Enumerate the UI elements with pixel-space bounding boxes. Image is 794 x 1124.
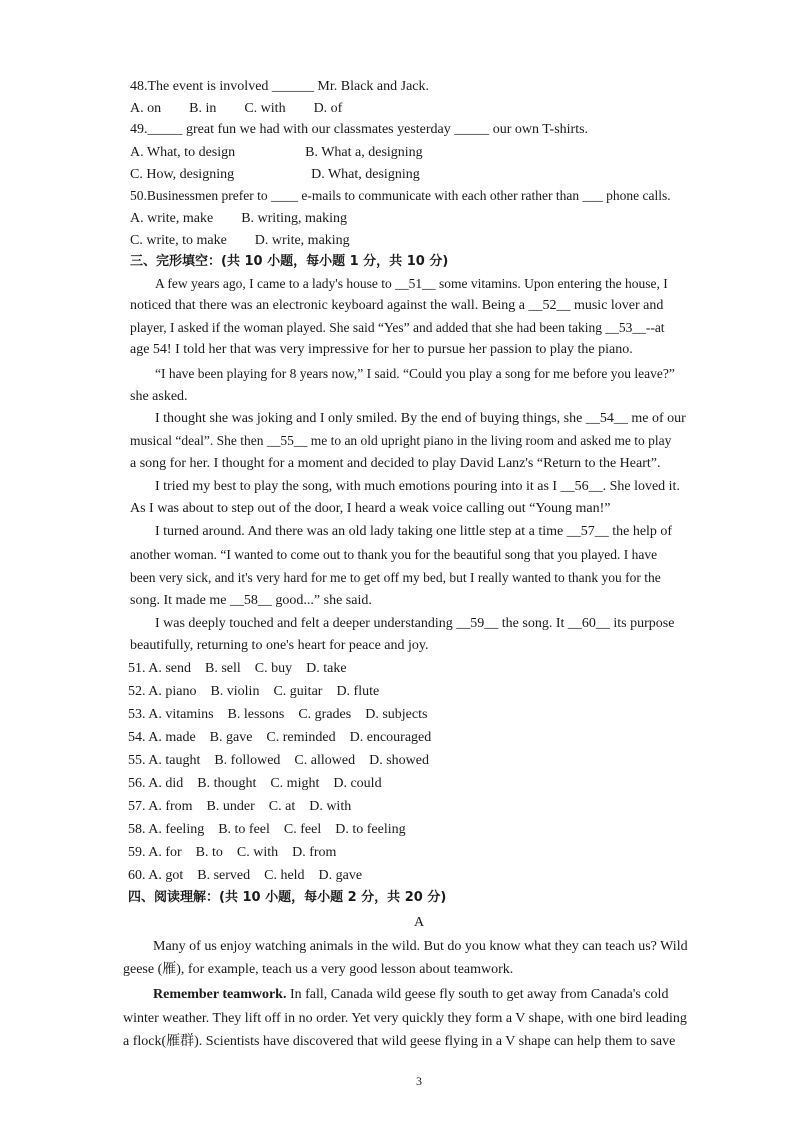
passage-line: As I was about to step out of the door, I heard a weak voice calling out “Young man!” [130,501,611,516]
q48-options: A. on B. in C. with D. of [130,101,343,116]
reading-paragraph-line [153,986,668,1004]
teamwork-heading: Remember teamwork. [153,987,287,1002]
passage-line: a song for her. I thought for a moment and decided to play David Lanz's “Return to the Heart”. [130,456,661,471]
reading-paragraph-line: a flock(雁群). Scientists have discovered that wild geese flying in a V shape can help them to save [123,1034,676,1049]
passage-line: I was deeply touched and felt a deeper understanding __59__ the song. It __60__ its purpose [155,616,675,631]
q50-stem: 50.Businessmen prefer to ____ e-mails to communicate with each other rather than ___ phone calls. [130,188,671,203]
passage-line: player, I asked if the woman played. She said “Yes” and added that she had been taking __53__--at [130,320,665,335]
reading-text: In fall, Canada wild geese fly south to get away from Canada's cold [286,987,669,1002]
passage-line: noticed that there was an electronic keyboard against the wall. Being a __52__ music lover and [130,298,664,313]
passage-line: I thought she was joking and I only smiled. By the end of buying things, she __54__ me of our [155,411,686,426]
passage-line: age 54! I told her that was very impressive for her to pursue her passion to play the piano. [130,342,633,357]
passage-line: she asked. [130,389,188,404]
cloze-options-row: 56. A. did B. thought C. might D. could [128,776,382,791]
page-number: 3 [416,1074,422,1088]
cloze-options-row: 60. A. got B. served C. held D. gave [128,868,363,883]
cloze-options-row: 55. A. taught B. followed C. allowed D. showed [128,753,429,768]
cloze-options-row: 57. A. from B. under C. at D. with [128,799,352,814]
passage-line: another woman. “I wanted to come out to thank you for the beautiful song that you played. I have [130,547,658,562]
cloze-options-row: 54. A. made B. gave C. reminded D. encouraged [128,730,432,745]
reading-paragraph-line: Many of us enjoy watching animals in the wild. But do you know what they can teach us? Wild [153,939,688,954]
passage-line: musical “deal”. She then __55__ me to an old upright piano in the living room and asked me to play [130,433,672,448]
section3-heading: 三、完形填空：(共 10 小题，每小题 1 分，共 10 分) [130,254,449,269]
reading-paragraph-line: winter weather. They lift off in no order. Yet very quickly they form a V shape, with one bird leading [123,1011,687,1026]
cloze-options-row: 58. A. feeling B. to feel C. feel D. to feeling [128,822,406,837]
cloze-options-row: 53. A. vitamins B. lessons C. grades D. subjects [128,707,428,722]
cloze-options-row: 52. A. piano B. violin C. guitar D. flute [128,684,380,699]
reading-paragraph-line: geese (雁), for example, teach us a very good lesson about teamwork. [123,962,514,977]
passage-line: song. It made me __58__ good...” she said. [130,593,372,608]
passage-line: A few years ago, I came to a lady's house to __51__ some vitamins. Upon entering the house, I [155,276,668,291]
passage-line: beautifully, returning to one's heart for peace and joy. [130,638,429,653]
section4-heading: 四、阅读理解：(共 10 小题，每小题 2 分，共 20 分) [128,890,447,905]
passage-line: been very sick, and it's very hard for me to get off my bed, but I really wanted to thank you for the [130,570,661,585]
passage-line: I turned around. And there was an old lady taking one little step at a time __57__ the help of [155,524,673,539]
reading-part-label: A [414,915,425,930]
q48-stem: 48.The event is involved ______ Mr. Black and Jack. [130,79,429,94]
q50-options-row2: C. write, to make D. write, making [130,233,350,248]
q49-options-row2: C. How, designing D. What, designing [130,167,420,182]
q49-stem: 49._____ great fun we had with our classmates yesterday _____ our own T-shirts. [130,122,589,137]
passage-line: I tried my best to play the song, with much emotions pouring into it as I __56__. She loved it. [155,479,680,494]
cloze-options-row: 59. A. for B. to C. with D. from [128,845,337,860]
cloze-options-row: 51. A. send B. sell C. buy D. take [128,661,347,676]
passage-line: “I have been playing for 8 years now,” I said. “Could you play a song for me before you leave?” [155,366,675,381]
q50-options-row1: A. write, make B. writing, making [130,211,347,226]
q49-options-row1: A. What, to design B. What a, designing [130,145,423,160]
